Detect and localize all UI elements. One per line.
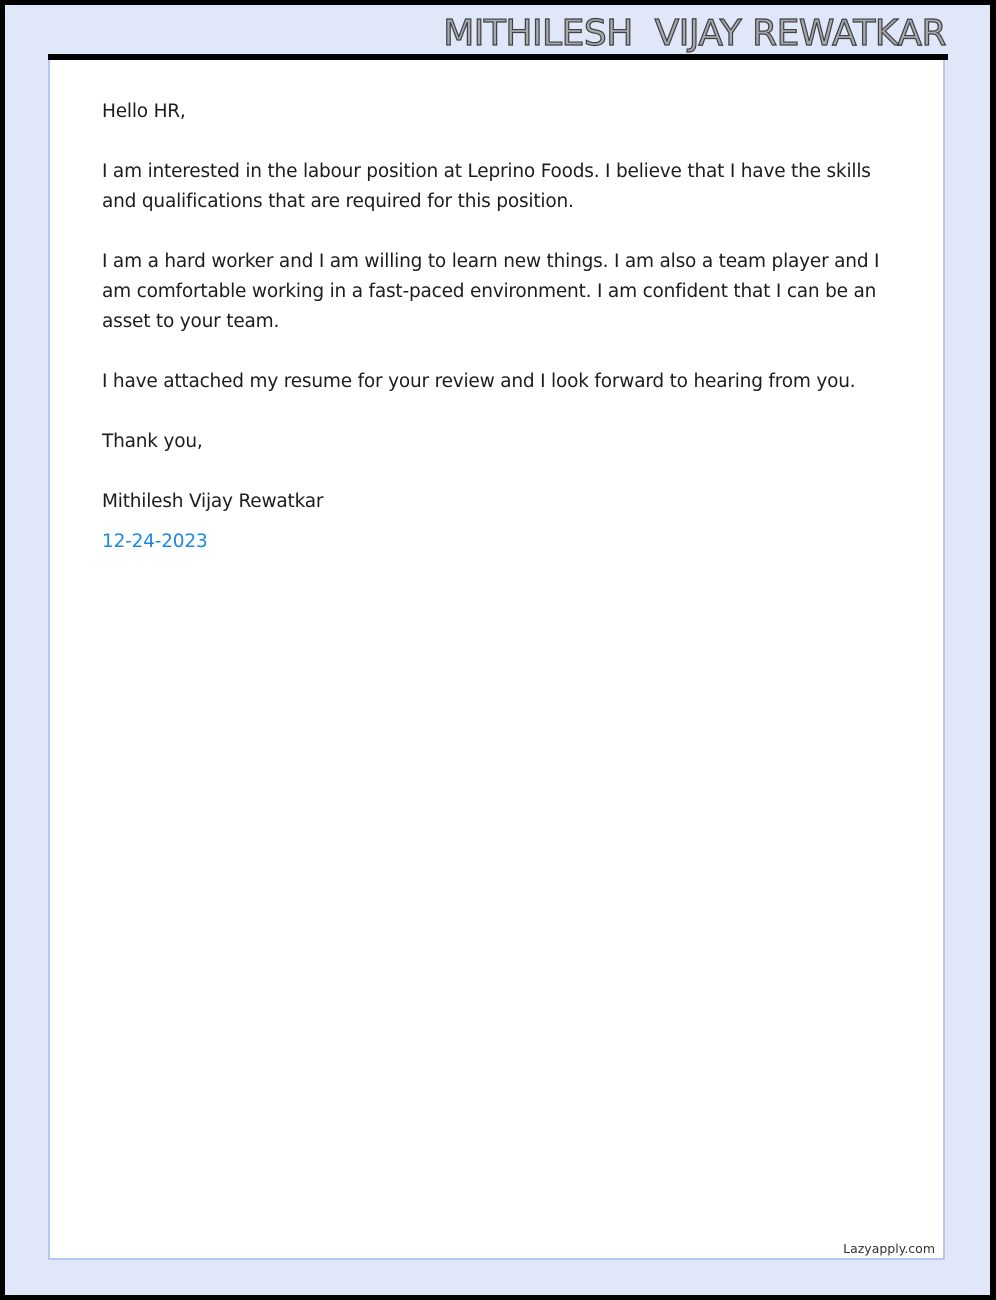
paragraph-qualities: I am a hard worker and I am willing to learn new things. I am also a team player and I am comfortable working in a fast-paced environment. I am confident that I can be an asset to your team. xyxy=(102,251,880,332)
watermark: Lazyapply.com xyxy=(843,1241,935,1256)
letter-page xyxy=(48,60,945,1260)
paragraph-intro: I am interested in the labour position at Leprino Foods. I believe that I have the skills and qualifications that are required for this position. xyxy=(102,161,871,212)
cover-letter-body xyxy=(102,97,902,587)
signature: Mithilesh Vijay Rewatkar xyxy=(102,491,324,512)
closing-line: Thank you, xyxy=(102,431,203,452)
letter-date: 12-24-2023 xyxy=(102,531,208,552)
greeting: Hello HR, xyxy=(102,101,186,122)
paragraph-closing: I have attached my resume for your review and I look forward to hearing from you. xyxy=(102,371,856,392)
applicant-name-title: MITHILESH VIJAY REWATKAR xyxy=(443,13,946,54)
